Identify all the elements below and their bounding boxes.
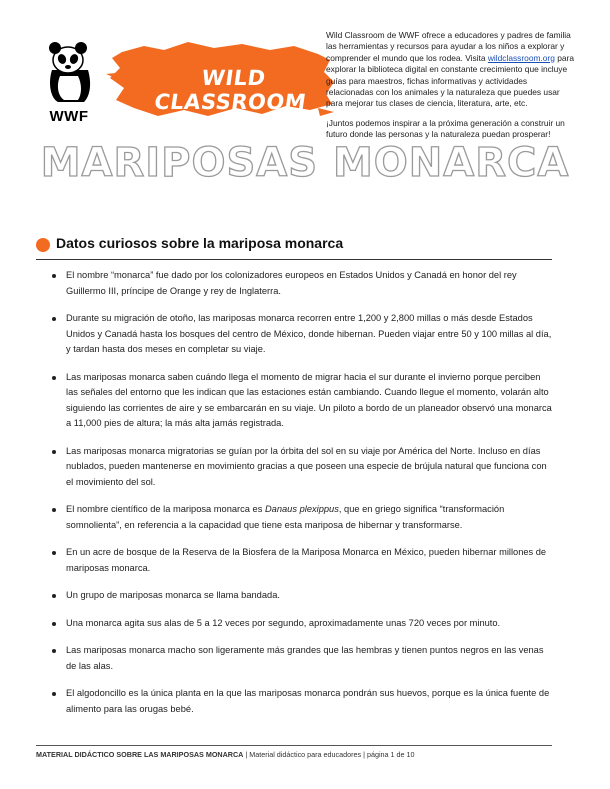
list-item <box>66 643 552 674</box>
fact-text: Un grupo de mariposas monarca se llama bandada. <box>66 590 280 600</box>
page-title: MARIPOSAS MONARCA <box>40 140 570 186</box>
facts-list <box>66 268 552 717</box>
list-item <box>66 268 552 299</box>
list-item <box>66 686 552 717</box>
fact-text: El nombre científico de la mariposa monarca es <box>66 504 265 514</box>
bullet-icon <box>52 649 56 653</box>
footer-meta: | Material didáctico para educadores | página 1 de 10 <box>243 750 415 759</box>
bullet-icon <box>52 274 56 278</box>
list-item <box>66 502 552 533</box>
bullet-icon <box>52 450 56 454</box>
list-item <box>66 545 552 576</box>
intro-paragraph-2: ¡Juntos podemos inspirar a la próxima generación a construir un futuro donde las personas y la naturaleza puedan prosperar! <box>326 117 565 140</box>
list-item <box>66 370 552 432</box>
list-item <box>66 311 552 358</box>
bullet-icon <box>52 317 56 321</box>
fact-text: Las mariposas monarca saben cuándo llega el momento de migrar hacia el sur durante el invierno porque perciben las señales del entorno que les indican que las estaciones están cambiando. Cuando llegue el momento, volarán alto siguiendo las corrientes de aire y se embarcarán en su viaje. Un piloto a bordo de un planeador observó una monarca a 11,000 pies de altura; la más alta jamás registrada. <box>66 371 552 428</box>
section-heading <box>36 234 556 260</box>
bullet-icon <box>52 692 56 696</box>
wildclassroom-link[interactable]: wildclassroom.org <box>487 52 555 63</box>
footer-title: MATERIAL DIDÁCTICO SOBRE LAS MARIPOSAS MONARCA <box>36 750 244 759</box>
section-title: Datos curiosos sobre la mariposa monarca <box>56 235 344 251</box>
list-item <box>66 588 552 604</box>
fact-text: El algodoncillo es la única planta en la que las mariposas monarca pondrán sus huevos, porque es la única fuente de alimento para las orugas bebé. <box>66 688 550 714</box>
scientific-name: Danaus plexippus <box>264 504 339 514</box>
fact-text: El nombre “monarca” fue dado por los colonizadores europeos en Estados Unidos y Canadá en honor del rey Guillermo III, príncipe de Orange y rey de Inglaterra. <box>66 270 517 296</box>
wwf-logo-text: WWF <box>49 108 89 125</box>
orange-dot-icon <box>36 238 50 252</box>
wild-classroom-logo-text: WILD CLASSROOM <box>152 66 308 114</box>
fact-text: Durante su migración de otoño, las mariposas monarca recorren entre 1,200 y 2,800 millas o más desde Estados Unidos y Canadá hasta los bosques del centro de México, donde hibernan. Pueden viajar entre 50 y 100 millas al día, y tardan hasta dos meses en completar su viaje. <box>66 313 552 354</box>
panda-icon <box>44 40 94 104</box>
fact-text: Las mariposas monarca macho son ligeramente más grandes que las hembras y tienen puntos negros en las venas de las alas. <box>66 645 544 671</box>
footer-divider <box>36 745 552 746</box>
intro-text-part: Wild Classroom de WWF ofrece a educadores y padres de familia las herramientas y recursos para ayudar a los niños a explorar y comprender el mundo que los rodea. Visita <box>326 30 571 63</box>
fact-text: En un acre de bosque de la Reserva de la Biosfera de la Mariposa Monarca en México, pueden hibernar millones de mariposas monarca. <box>66 547 547 573</box>
section-divider <box>36 259 552 260</box>
list-item <box>66 616 552 632</box>
bullet-icon <box>52 551 56 555</box>
wild-classroom-badge <box>104 38 336 120</box>
bullet-icon <box>52 508 56 512</box>
intro-text-part: para explorar la biblioteca digital en constante crecimiento que incluye guías para maestros, fichas informativas y actividades relacionadas con los animales y la naturaleza que puedes usar para mejorar tus clases de ciencia, literatura, arte, etc. <box>326 52 574 109</box>
fact-text: Las mariposas monarca migratorias se guían por la órbita del sol en su viaje por América del Norte. Incluso en días nublados, pueden mantenerse en movimiento gracias a que poseen una especie de brújula natural que funciona con el movimiento del sol. <box>66 445 547 487</box>
fact-text: , que en griego significa “transformación somnolienta”, en referencia a la capacidad que tiene esta mariposa de hibernar y transformarse. <box>66 504 505 530</box>
wwf-panda-logo <box>44 40 94 124</box>
header <box>44 28 574 140</box>
intro-paragraph-1 <box>326 30 576 110</box>
intro-text <box>326 30 576 149</box>
bullet-icon <box>52 594 56 598</box>
fact-text: Una monarca agita sus alas de 5 a 12 veces por segundo, aproximadamente unas 720 veces por minuto. <box>66 617 501 628</box>
list-item <box>66 444 552 491</box>
bullet-icon <box>52 622 56 626</box>
bullet-icon <box>52 376 56 380</box>
footer <box>36 750 556 759</box>
